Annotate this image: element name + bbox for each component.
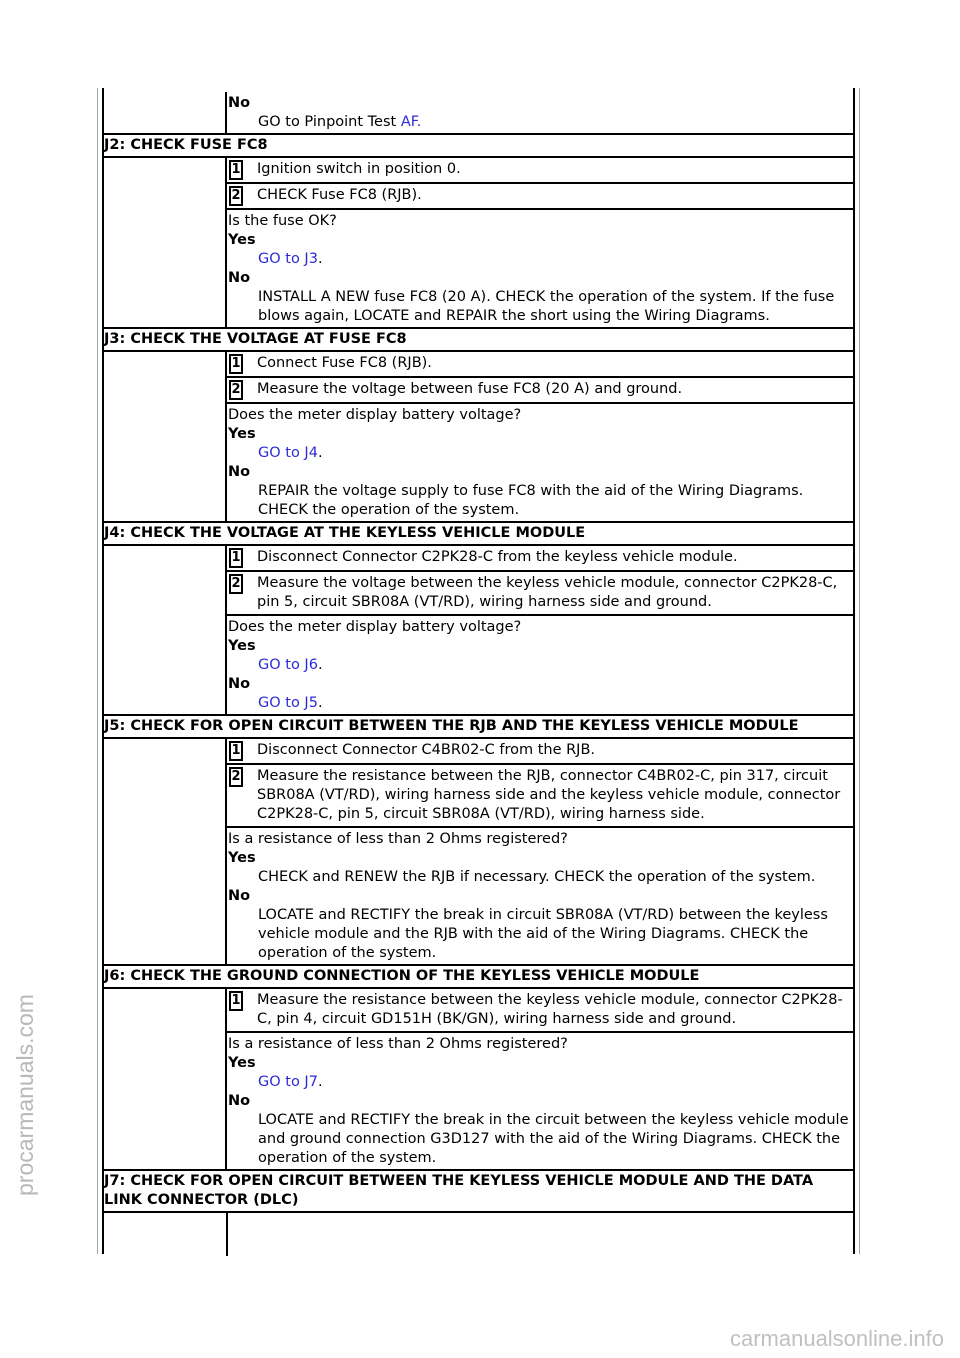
yes-label: Yes (228, 638, 256, 654)
step-number: 1 (229, 991, 243, 1011)
link-af[interactable]: AF. (400, 114, 422, 130)
j6-question-block: Is a resistance of less than 2 Ohms registered? Yes GO to J7. No LOCATE and RECTIFY the break in the circuit between the keyless vehicle module and ground connection G3D127 with the aid of the Wiring Diagrams. CHECK the operation of the system. (227, 1033, 854, 1169)
no-result: GO to Pinpoint Test AF. (258, 114, 422, 130)
j2-no-action: INSTALL A NEW fuse FC8 (20 A). CHECK the operation of the system. If the fuse blows again, LOCATE and REPAIR the short using the Wiring Diagrams. (258, 289, 835, 324)
j5-step-1: 1 Disconnect Connector C4BR02-C from the RJB. (227, 739, 854, 763)
j5-heading: J5: CHECK FOR OPEN CIRCUIT BETWEEN THE RJB AND THE KEYLESS VEHICLE MODULE (104, 715, 854, 738)
j2-heading: J2: CHECK FUSE FC8 (104, 134, 854, 157)
diagnostic-procedure (104, 92, 854, 1213)
j5-question: Is a resistance of less than 2 Ohms registered? (228, 831, 568, 847)
j6-heading: J6: CHECK THE GROUND CONNECTION OF THE KEYLESS VEHICLE MODULE (104, 965, 854, 988)
side-watermark: procarmanuals.com (12, 994, 38, 1196)
no-label: No (228, 95, 251, 111)
j3-heading: J3: CHECK THE VOLTAGE AT FUSE FC8 (104, 328, 854, 351)
step-number: 1 (229, 548, 243, 568)
no-label: No (228, 1093, 251, 1109)
step-number: 2 (229, 380, 243, 400)
yes-label: Yes (228, 426, 256, 442)
no-label: No (228, 464, 251, 480)
j5-step-2: 2 Measure the resistance between the RJB, connector C4BR02-C, pin 317, circuit SBR08A (VT/RD), wiring harness side and the keyless vehicle module, connector C2PK28-C, pin 5, circuit SBR08A (VT/RD), wiring harness side. (227, 765, 854, 826)
j3-step-2: 2 Measure the voltage between fuse FC8 (20 A) and ground. (227, 378, 854, 402)
j7-heading: J7: CHECK FOR OPEN CIRCUIT BETWEEN THE KEYLESS VEHICLE MODULE AND THE DATA LINK CONNECTOR (DLC) (104, 1170, 854, 1212)
no-label: No (228, 676, 251, 692)
no-label: No (228, 888, 251, 904)
j4-step-1: 1 Disconnect Connector C2PK28-C from the keyless vehicle module. (227, 546, 854, 570)
step-number: 1 (229, 160, 243, 180)
j2-question: Is the fuse OK? (228, 213, 337, 229)
frame-line-right-outer (859, 88, 860, 1254)
step-number: 1 (229, 741, 243, 761)
yes-label: Yes (228, 232, 256, 248)
step-number: 2 (229, 574, 243, 594)
link-j5[interactable]: GO to J5 (258, 695, 318, 711)
j2-question-block: Is the fuse OK? Yes GO to J3. No INSTALL A NEW fuse FC8 (20 A). CHECK the operation of the system. If the fuse blows again, LOCATE and REPAIR the short using the Wiring Diagrams. (227, 210, 854, 327)
j4-heading: J4: CHECK THE VOLTAGE AT THE KEYLESS VEHICLE MODULE (104, 522, 854, 545)
j6-no-action: LOCATE and RECTIFY the break in the circuit between the keyless vehicle module and ground connection G3D127 with the aid of the Wiring Diagrams. CHECK the operation of the system. (258, 1112, 849, 1166)
j6-step-1: 1 Measure the resistance between the keyless vehicle module, connector C2PK28-C, pin 4, circuit GD151H (BK/GN), wiring harness side and ground. (227, 989, 854, 1031)
link-j4[interactable]: GO to J4 (258, 445, 318, 461)
j3-step-1: 1 Connect Fuse FC8 (RJB). (227, 352, 854, 376)
frame-line-left-outer (97, 88, 98, 1254)
j3-question: Does the meter display battery voltage? (228, 407, 522, 423)
j5-no-action: LOCATE and RECTIFY the break in circuit SBR08A (VT/RD) between the keyless vehicle module and the RJB with the aid of the Wiring Diagrams. CHECK the operation of the system. (258, 907, 828, 961)
j4-step-2: 2 Measure the voltage between the keyless vehicle module, connector C2PK28-C, pin 5, circuit SBR08A (VT/RD), wiring harness side and ground. (227, 572, 854, 614)
footer-watermark: carmanualsonline.info (729, 1326, 944, 1351)
j5-question-block (227, 828, 854, 964)
no-label: No (228, 270, 251, 286)
pinpoint-test-table (104, 92, 854, 1213)
step-number: 2 (229, 767, 243, 787)
bottom-left-stub (226, 1212, 228, 1256)
j6-question: Is a resistance of less than 2 Ohms registered? (228, 1036, 568, 1052)
j5-yes-action: CHECK and RENEW the RJB if necessary. CHECK the operation of the system. (258, 869, 816, 885)
carryover-row (104, 92, 854, 134)
yes-label: Yes (228, 1055, 256, 1071)
step-number: 2 (229, 186, 243, 206)
yes-label: Yes (228, 850, 256, 866)
j4-question-block: Does the meter display battery voltage? Yes GO to J6. No GO to J5. (227, 616, 854, 714)
j3-question-block: Does the meter display battery voltage? Yes GO to J4. No REPAIR the voltage supply to fuse FC8 with the aid of the Wiring Diagrams. CHECK the operation of the system. (227, 404, 854, 521)
j2-step-1: 1 Ignition switch in position 0. (227, 158, 854, 182)
link-j3[interactable]: GO to J3 (258, 251, 318, 267)
j3-no-action: REPAIR the voltage supply to fuse FC8 with the aid of the Wiring Diagrams. CHECK the operation of the system. (258, 483, 804, 518)
link-j6[interactable]: GO to J6 (258, 657, 318, 673)
step-number: 1 (229, 354, 243, 374)
j2-step-2: 2 CHECK Fuse FC8 (RJB). (227, 184, 854, 208)
j4-question: Does the meter display battery voltage? (228, 619, 522, 635)
link-j7[interactable]: GO to J7 (258, 1074, 318, 1090)
